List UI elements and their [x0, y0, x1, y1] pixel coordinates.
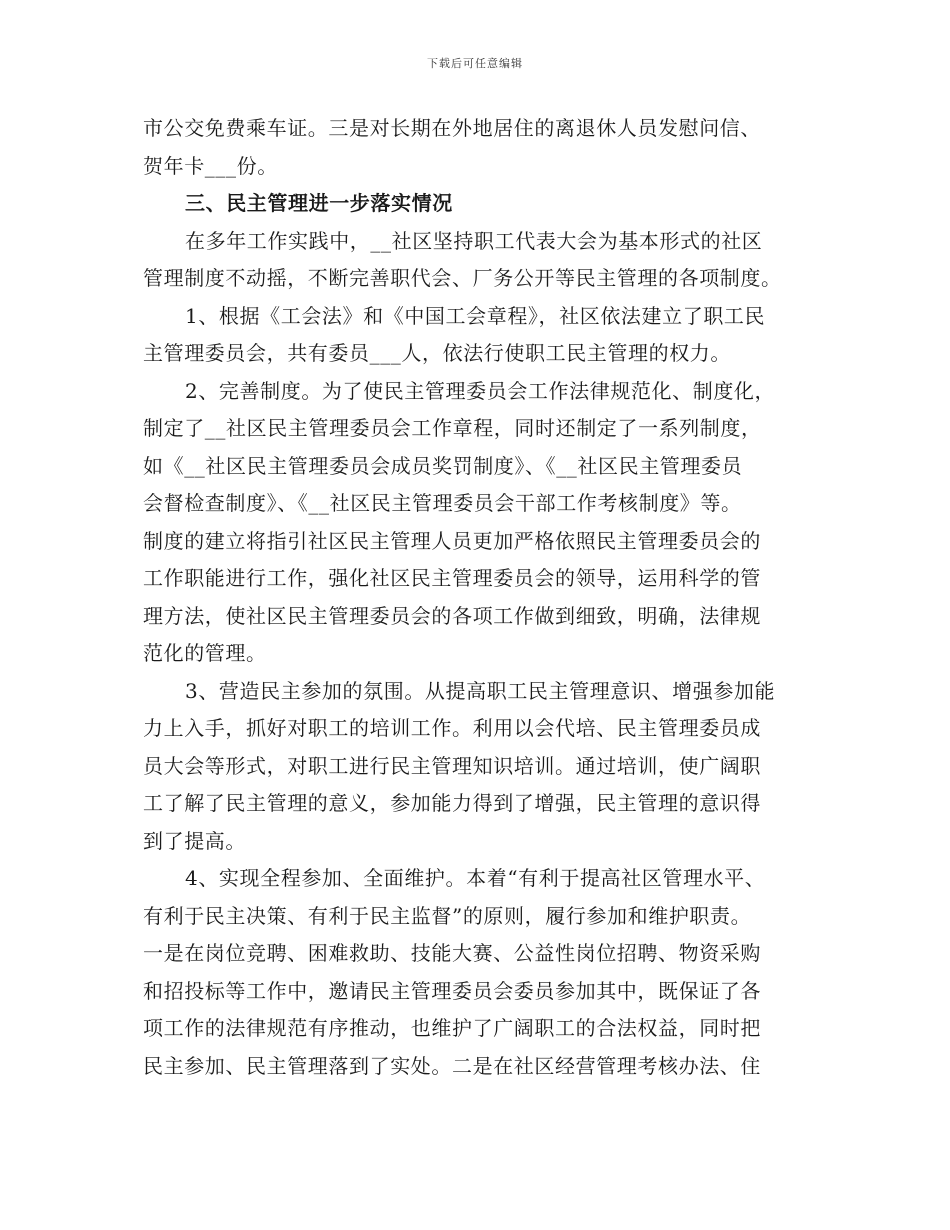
page-header: 下载后可任意编辑: [427, 57, 523, 70]
text-line: 3、营造民主参加的氛围。从提高职工民主管理意识、增强参加能: [185, 678, 776, 703]
document-body: [143, 110, 808, 1085]
text-line: 员大会等形式，对职工进行民主管理知识培训。通过培训，使广阔职: [143, 753, 761, 778]
text-line: 如《__社区民主管理委员会成员奖罚制度》、《__社区民主管理委员: [143, 453, 743, 478]
text-line: 制定了__社区民主管理委员会工作章程，同时还制定了一系列制度，: [143, 416, 762, 440]
text-line: 会督检查制度》、《__社区民主管理委员会干部工作考核制度》等。: [143, 491, 742, 515]
text-line: 工了解了民主管理的意义，参加能力得到了增强，民主管理的意识得: [143, 791, 761, 815]
text-line: 1、根据《工会法》和《中国工会章程》，社区依法建立了职工民: [185, 303, 766, 328]
section-heading: 三、民主管理进一步落实情况: [185, 191, 453, 215]
text-line: 力上入手，抓好对职工的培训工作。利用以会代培、民主管理委员成: [143, 716, 761, 740]
text-line: 和招投标等工作中，邀请民主管理委员会委员参加其中，既保证了各: [143, 978, 761, 1003]
text-line: 在多年工作实践中，__社区坚持职工代表大会为基本形式的社区: [185, 228, 763, 253]
text-line: 市公交免费乘车证。三是对长期在外地居住的离退休人员发慰问信、: [143, 116, 761, 140]
text-line: 民主参加、民主管理落到了实处。二是在社区经营管理考核办法、住: [143, 1053, 761, 1078]
text-line: 理方法，使社区民主管理委员会的各项工作做到细致，明确，法律规: [143, 603, 761, 628]
text-line: 主管理委员会，共有委员___人，依法行使职工民主管理的权力。: [143, 341, 731, 365]
text-line: 贺年卡___份。: [143, 153, 278, 178]
text-line: 管理制度不动摇，不断完善职代会、厂务公开等民主管理的各项制度。: [143, 266, 782, 290]
text-line: 范化的管理。: [143, 641, 267, 665]
text-line: 有利于民主决策、有利于民主监督”的原则，履行参加和维护职责。: [143, 903, 752, 928]
text-line: 工作职能进行工作，强化社区民主管理委员会的领导，运用科学的管: [143, 566, 761, 590]
text-line: 2、完善制度。为了使民主管理委员会工作法律规范化、制度化，: [185, 378, 776, 403]
text-line: 制度的建立将指引社区民主管理人员更加严格依照民主管理委员会的: [143, 528, 761, 553]
text-line: 4、实现全程参加、全面维护。本着“有利于提高社区管理水平、: [185, 866, 766, 890]
text-line: 项工作的法律规范有序推动，也维护了广阔职工的合法权益，同时把: [143, 1016, 761, 1040]
text-line: 到了提高。: [143, 828, 246, 853]
text-line: 一是在岗位竞聘、困难救助、技能大赛、公益性岗位招聘、物资采购: [143, 941, 761, 965]
